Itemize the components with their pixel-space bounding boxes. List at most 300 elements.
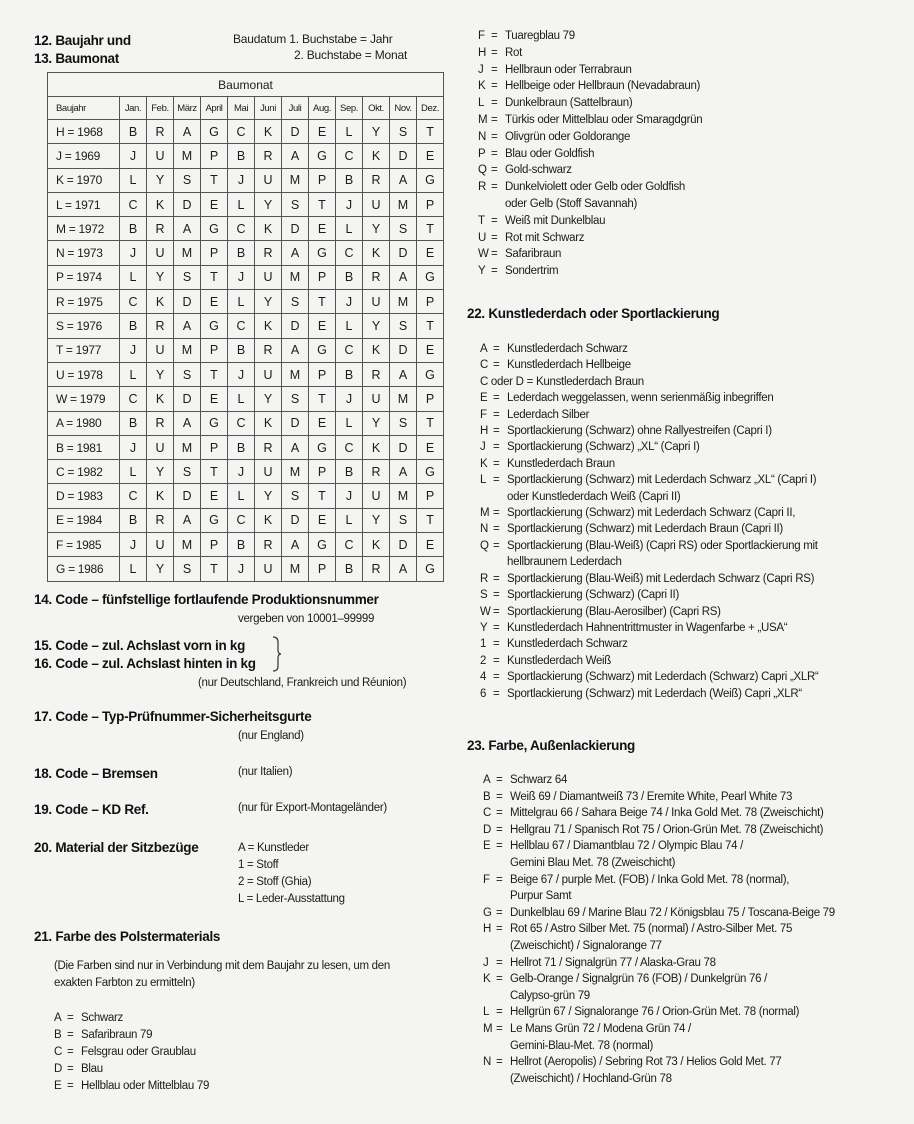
item-key: A	[480, 343, 488, 355]
item-text: Sportlackierung (Schwarz) mit Lederdach Braun (Capri II)	[507, 523, 783, 536]
item-key: K	[483, 973, 491, 986]
equals-sign: =	[491, 30, 498, 42]
month-code-cell: D	[390, 338, 417, 362]
equals-sign: =	[67, 1063, 74, 1075]
month-code-cell: R	[255, 338, 282, 362]
equals-sign: =	[491, 46, 498, 59]
month-code-cell: G	[201, 120, 228, 144]
month-code-cell: T	[417, 508, 444, 532]
item-key: R	[478, 181, 487, 194]
month-code-cell: D	[282, 217, 309, 241]
list-item	[478, 95, 702, 112]
list-item	[483, 789, 835, 806]
month-code-cell: S	[390, 314, 417, 338]
month-code-cell: Y	[255, 387, 282, 411]
month-code-cell: S	[390, 411, 417, 435]
item-key: L	[480, 474, 487, 487]
list-item: 1 = Stoff	[238, 859, 279, 871]
item-text: Hellrot (Aeropolis) / Sebring Rot 73 / Helios Gold Met. 77	[510, 1056, 782, 1069]
equals-sign: =	[496, 840, 503, 853]
item-text: Kunstlederdach Hellbeige	[507, 359, 631, 372]
item-text: Dunkelviolett oder Gelb oder Goldfish	[505, 181, 686, 194]
list-item	[483, 1004, 835, 1021]
month-code-cell: D	[174, 484, 201, 508]
item-key: U	[478, 231, 487, 244]
item-text: Sportlackierung (Blau-Weiß) (Capri RS) oder Sportlackierung mit	[507, 539, 818, 552]
month-code-cell: A	[174, 314, 201, 338]
item-text: Kunstlederdach Hahnentrittmuster in Wagenfarbe + „USA“	[507, 621, 788, 634]
month-code-cell: K	[255, 411, 282, 435]
year-cell: J = 1969	[48, 144, 120, 168]
list-item	[480, 390, 818, 406]
month-code-cell: C	[228, 120, 255, 144]
month-code-cell: Y	[363, 508, 390, 532]
month-code-cell: Y	[147, 168, 174, 192]
item-text: Hellgrün 67 / Signalorange 76 / Orion-Grün Met. 78 (normal)	[510, 1006, 800, 1019]
list-item	[478, 230, 702, 247]
month-header: Aug.	[309, 97, 336, 120]
month-code-cell: A	[174, 508, 201, 532]
exterior-color-list	[483, 772, 835, 1087]
item-text: Rot	[505, 46, 522, 59]
list-item	[478, 112, 702, 129]
month-header: Feb.	[147, 97, 174, 120]
month-code-cell: S	[282, 484, 309, 508]
list-item	[483, 955, 835, 972]
list-item	[480, 636, 818, 652]
section-22-title: 22. Kunstlederdach oder Sportlackierung	[467, 306, 720, 321]
section-17-title: 17. Code – Typ-Prüfnummer-Sicherheitsgurte	[34, 709, 312, 724]
list-item	[483, 838, 835, 871]
item-text: Safaribraun	[505, 248, 562, 261]
table-row	[48, 411, 444, 435]
month-code-cell: B	[228, 533, 255, 557]
month-code-cell: E	[417, 533, 444, 557]
month-code-cell: R	[255, 144, 282, 168]
item-key: A	[483, 774, 491, 786]
month-code-cell: C	[336, 338, 363, 362]
equals-sign: =	[493, 523, 500, 536]
table-row	[48, 435, 444, 459]
item-key: L	[478, 97, 485, 110]
item-text: Le Mans Grün 72 / Modena Grün 74 /	[510, 1022, 691, 1035]
list-item	[478, 246, 702, 263]
item-text: Schwarz	[81, 1012, 123, 1024]
equals-sign: =	[493, 474, 500, 487]
equals-sign: =	[496, 774, 503, 786]
month-code-cell: J	[120, 533, 147, 557]
section-20-title: 20. Material der Sitzbezüge	[34, 840, 199, 855]
month-code-cell: U	[147, 338, 174, 362]
year-cell: U = 1978	[48, 362, 120, 386]
month-code-cell: G	[309, 338, 336, 362]
month-code-cell: S	[174, 168, 201, 192]
section-15-title: 15. Code – zul. Achslast vorn in kg	[34, 638, 246, 653]
month-code-cell: K	[255, 120, 282, 144]
list-item	[54, 1044, 209, 1061]
month-code-cell: Y	[147, 557, 174, 581]
month-code-cell: R	[147, 314, 174, 338]
month-code-cell: Y	[147, 362, 174, 386]
month-code-cell: L	[120, 557, 147, 581]
month-code-cell: T	[417, 120, 444, 144]
item-text: Sportlackierung (Schwarz) „XL“ (Capri I)	[507, 441, 700, 454]
list-item	[478, 28, 702, 45]
month-code-cell: U	[255, 362, 282, 386]
table-row	[48, 508, 444, 532]
month-code-cell: B	[336, 168, 363, 192]
item-text: Dunkelbraun (Sattelbraun)	[505, 97, 633, 110]
item-text: Rot mit Schwarz	[505, 231, 585, 244]
year-cell: S = 1976	[48, 314, 120, 338]
item-text: Sondertrim	[505, 265, 559, 278]
item-key: Y	[480, 621, 488, 634]
month-code-cell: S	[174, 362, 201, 386]
year-column-header: Baujahr	[48, 97, 120, 120]
month-code-cell: G	[201, 217, 228, 241]
item-text: Blau	[81, 1063, 103, 1075]
item-key: K	[478, 80, 486, 93]
table-row	[48, 120, 444, 144]
month-header: Okt.	[363, 97, 390, 120]
equals-sign: =	[493, 671, 500, 684]
equals-sign: =	[491, 248, 498, 261]
item-text-continued: hellbraunem Lederdach	[507, 556, 622, 569]
item-text: Kunstlederdach Braun	[536, 375, 644, 388]
equals-sign: =	[526, 375, 534, 388]
item-key: C oder D	[480, 375, 524, 388]
brace-icon	[272, 636, 282, 672]
month-code-cell: P	[417, 387, 444, 411]
item-text: Sportlackierung (Schwarz) (Capri II)	[507, 589, 679, 602]
month-code-cell: R	[363, 362, 390, 386]
month-header: April	[201, 97, 228, 120]
month-code-cell: J	[120, 435, 147, 459]
month-header: März	[174, 97, 201, 120]
item-key: P	[478, 147, 486, 160]
month-header: Sep.	[336, 97, 363, 120]
equals-sign: =	[493, 589, 500, 602]
item-key: W	[478, 248, 489, 261]
item-text-continued: Purpur Samt	[510, 890, 572, 903]
list-item	[480, 423, 818, 439]
table-row	[48, 168, 444, 192]
item-text: Rot 65 / Astro Silber Met. 75 (normal) / Astro-Silber Met. 75	[510, 923, 793, 936]
list-item	[480, 538, 818, 571]
month-code-cell: A	[390, 557, 417, 581]
equals-sign: =	[496, 873, 503, 886]
list-item: L = Leder-Ausstattung	[238, 893, 345, 905]
list-item	[54, 1027, 209, 1044]
month-code-cell: C	[228, 411, 255, 435]
item-key: E	[483, 840, 491, 853]
item-key: E	[480, 392, 488, 405]
seat-material-list	[238, 840, 345, 908]
month-code-cell: J	[228, 362, 255, 386]
month-code-cell: J	[228, 557, 255, 581]
month-code-cell: E	[309, 217, 336, 241]
month-code-cell: G	[417, 557, 444, 581]
month-code-cell: J	[228, 460, 255, 484]
table-row	[48, 265, 444, 289]
month-code-cell: M	[390, 192, 417, 216]
list-item	[480, 439, 818, 455]
equals-sign: =	[493, 539, 500, 552]
month-code-cell: L	[336, 314, 363, 338]
year-cell: E = 1984	[48, 508, 120, 532]
month-header: Nov.	[390, 97, 417, 120]
month-header: Juni	[255, 97, 282, 120]
item-key: 2	[480, 654, 487, 667]
equals-sign: =	[493, 457, 500, 470]
month-code-cell: B	[228, 435, 255, 459]
month-code-cell: E	[201, 290, 228, 314]
month-code-cell: K	[363, 533, 390, 557]
month-code-cell: G	[201, 508, 228, 532]
list-item	[483, 772, 835, 789]
table-row	[48, 387, 444, 411]
month-code-cell: R	[147, 120, 174, 144]
month-code-cell: E	[309, 508, 336, 532]
month-code-cell: T	[417, 217, 444, 241]
equals-sign: =	[496, 1056, 503, 1069]
month-code-cell: D	[282, 508, 309, 532]
item-key: E	[54, 1080, 62, 1092]
equals-sign: =	[493, 343, 500, 355]
month-code-cell: Y	[363, 217, 390, 241]
month-code-cell: C	[336, 241, 363, 265]
month-code-cell: P	[201, 241, 228, 265]
month-code-cell: G	[309, 241, 336, 265]
month-code-cell: C	[336, 144, 363, 168]
equals-sign: =	[491, 80, 498, 93]
equals-sign: =	[67, 1012, 74, 1024]
month-code-cell: D	[174, 290, 201, 314]
list-item	[483, 1021, 835, 1054]
list-item: 2 = Stoff (Ghia)	[238, 876, 312, 888]
item-text: Felsgrau oder Graublau	[81, 1046, 196, 1058]
item-text: Schwarz 64	[510, 774, 568, 786]
month-code-cell: T	[309, 290, 336, 314]
month-code-cell: T	[201, 168, 228, 192]
list-item	[54, 1078, 209, 1095]
month-code-cell: Y	[147, 460, 174, 484]
equals-sign: =	[496, 1022, 503, 1035]
table-row	[48, 144, 444, 168]
month-code-cell: J	[336, 484, 363, 508]
month-header: Jan.	[120, 97, 147, 120]
list-item	[478, 263, 702, 280]
equals-sign: =	[67, 1080, 74, 1092]
month-code-cell: R	[147, 508, 174, 532]
item-text: Beige 67 / purple Met. (FOB) / Inka Gold Met. 78 (normal),	[510, 873, 790, 886]
month-code-cell: K	[363, 144, 390, 168]
month-code-cell: P	[309, 168, 336, 192]
month-code-cell: K	[255, 508, 282, 532]
month-code-cell: A	[390, 460, 417, 484]
month-code-cell: A	[174, 411, 201, 435]
item-text: Dunkelblau 69 / Marine Blau 72 / Königsblau 75 / Toscana-Beige 79	[510, 906, 835, 919]
month-code-cell: E	[201, 484, 228, 508]
table-caption: Baumonat	[48, 73, 444, 97]
month-code-cell: A	[390, 168, 417, 192]
item-text-continued: Calypso-grün 79	[510, 989, 590, 1002]
table-row	[48, 338, 444, 362]
equals-sign: =	[496, 956, 503, 969]
item-key: C	[54, 1046, 63, 1058]
month-header: Mai	[228, 97, 255, 120]
month-code-cell: P	[417, 290, 444, 314]
item-key: 6	[480, 687, 487, 700]
month-code-cell: K	[363, 241, 390, 265]
item-text: Kunstlederdach Schwarz	[507, 343, 628, 355]
equals-sign: =	[496, 807, 503, 820]
year-cell: K = 1970	[48, 168, 120, 192]
equals-sign: =	[496, 1006, 503, 1019]
month-code-cell: G	[417, 265, 444, 289]
equals-sign: =	[493, 392, 500, 405]
month-code-cell: S	[174, 557, 201, 581]
month-code-cell: C	[120, 290, 147, 314]
item-text: Sportlackierung (Schwarz) mit Lederdach (Schwarz) Capri „XLR“	[507, 671, 819, 684]
list-item: A = Kunstleder	[238, 842, 309, 854]
equals-sign: =	[493, 605, 500, 618]
item-key: N	[480, 523, 489, 536]
year-cell: B = 1981	[48, 435, 120, 459]
year-cell: R = 1975	[48, 290, 120, 314]
month-code-cell: C	[120, 387, 147, 411]
table-row	[48, 314, 444, 338]
item-text: Kunstlederdach Weiß	[507, 654, 612, 667]
item-key: M	[483, 1022, 493, 1035]
item-key: N	[478, 130, 487, 143]
month-code-cell: A	[282, 533, 309, 557]
equals-sign: =	[67, 1046, 74, 1058]
month-code-cell: A	[390, 362, 417, 386]
month-code-cell: U	[147, 435, 174, 459]
month-code-cell: P	[417, 484, 444, 508]
month-code-cell: C	[336, 435, 363, 459]
month-code-cell: L	[120, 168, 147, 192]
month-code-cell: U	[147, 144, 174, 168]
list-item	[478, 45, 702, 62]
month-code-cell: A	[282, 338, 309, 362]
month-code-cell: P	[417, 192, 444, 216]
item-text: Hellblau oder Mittelblau 79	[81, 1080, 210, 1092]
item-text-continued: Gemini Blau Met. 78 (Zweischicht)	[510, 856, 676, 869]
equals-sign: =	[491, 181, 498, 194]
equals-sign: =	[491, 265, 498, 278]
item-text: Lederdach weggelassen, wenn serienmäßig inbegriffen	[507, 392, 774, 405]
month-code-cell: S	[282, 387, 309, 411]
item-text: Gelb-Orange / Signalgrün 76 (FOB) / Dunkelgrün 76 /	[510, 973, 768, 986]
month-code-cell: M	[174, 241, 201, 265]
month-code-cell: K	[363, 435, 390, 459]
month-code-cell: J	[336, 290, 363, 314]
month-code-cell: P	[309, 265, 336, 289]
month-code-cell: M	[282, 362, 309, 386]
item-text: Kunstlederdach Braun	[507, 457, 615, 470]
month-code-cell: R	[147, 217, 174, 241]
list-item	[478, 162, 702, 179]
section-16-title: 16. Code – zul. Achslast hinten in kg	[34, 656, 256, 671]
item-key: L	[483, 1006, 490, 1019]
item-key: G	[483, 906, 492, 919]
month-code-cell: G	[309, 533, 336, 557]
month-code-cell: M	[282, 460, 309, 484]
month-code-cell: M	[390, 484, 417, 508]
month-code-cell: E	[201, 387, 228, 411]
section-19-note: (nur für Export-Montageländer)	[238, 802, 387, 814]
month-code-cell: Y	[255, 192, 282, 216]
month-code-cell: C	[228, 217, 255, 241]
item-key: H	[483, 923, 492, 936]
list-item	[480, 686, 818, 702]
month-code-cell: C	[120, 484, 147, 508]
month-header: Juli	[282, 97, 309, 120]
month-code-cell: K	[255, 314, 282, 338]
item-text: Hellbeige oder Hellbraun (Nevadabraun)	[505, 80, 701, 93]
item-text: Sportlackierung (Blau-Weiß) mit Lederdach Schwarz (Capri RS)	[507, 572, 815, 585]
month-code-cell: D	[390, 144, 417, 168]
month-code-cell: B	[228, 241, 255, 265]
list-item	[483, 822, 835, 839]
month-code-cell: L	[228, 290, 255, 314]
month-code-cell: G	[309, 144, 336, 168]
section-21-note-line2: exakten Farbton zu ermitteln)	[54, 977, 195, 989]
equals-sign: =	[493, 687, 500, 700]
month-code-cell: E	[309, 411, 336, 435]
month-code-cell: B	[336, 265, 363, 289]
roof-paint-list	[480, 341, 818, 702]
item-text-continued: oder Gelb (Stoff Savannah)	[505, 197, 637, 210]
item-text: Blau oder Goldfish	[505, 147, 595, 160]
equals-sign: =	[491, 63, 498, 76]
list-item	[480, 587, 818, 603]
table-body	[48, 120, 444, 582]
item-key: J	[480, 441, 486, 454]
baudatum-note-line2: 2. Buchstabe = Monat	[294, 48, 408, 62]
month-code-cell: T	[201, 362, 228, 386]
month-header: Dez.	[417, 97, 444, 120]
month-code-cell: R	[363, 265, 390, 289]
item-key: J	[478, 63, 484, 76]
item-key: D	[483, 823, 492, 836]
month-code-cell: M	[282, 265, 309, 289]
table-row	[48, 533, 444, 557]
month-code-cell: K	[255, 217, 282, 241]
month-code-cell: T	[201, 265, 228, 289]
item-text: Hellgrau 71 / Spanisch Rot 75 / Orion-Grün Met. 78 (Zweischicht)	[510, 823, 824, 836]
month-code-cell: T	[201, 557, 228, 581]
month-code-cell: U	[255, 265, 282, 289]
month-code-cell: Y	[363, 411, 390, 435]
month-code-cell: U	[147, 241, 174, 265]
list-item	[480, 456, 818, 472]
equals-sign: =	[491, 231, 498, 244]
item-key: C	[483, 807, 492, 820]
item-text: Weiß 69 / Diamantweiß 73 / Eremite White, Pearl White 73	[510, 790, 793, 803]
build-date-code-table	[47, 72, 444, 582]
month-code-cell: D	[174, 192, 201, 216]
month-code-cell: Y	[147, 265, 174, 289]
item-text: Sportlackierung (Blau-Aerosilber) (Capri RS)	[507, 605, 721, 618]
item-key: C	[480, 359, 489, 372]
list-item	[483, 805, 835, 822]
month-code-cell: D	[282, 120, 309, 144]
item-text: Kunstlederdach Schwarz	[507, 638, 628, 651]
month-code-cell: S	[390, 508, 417, 532]
